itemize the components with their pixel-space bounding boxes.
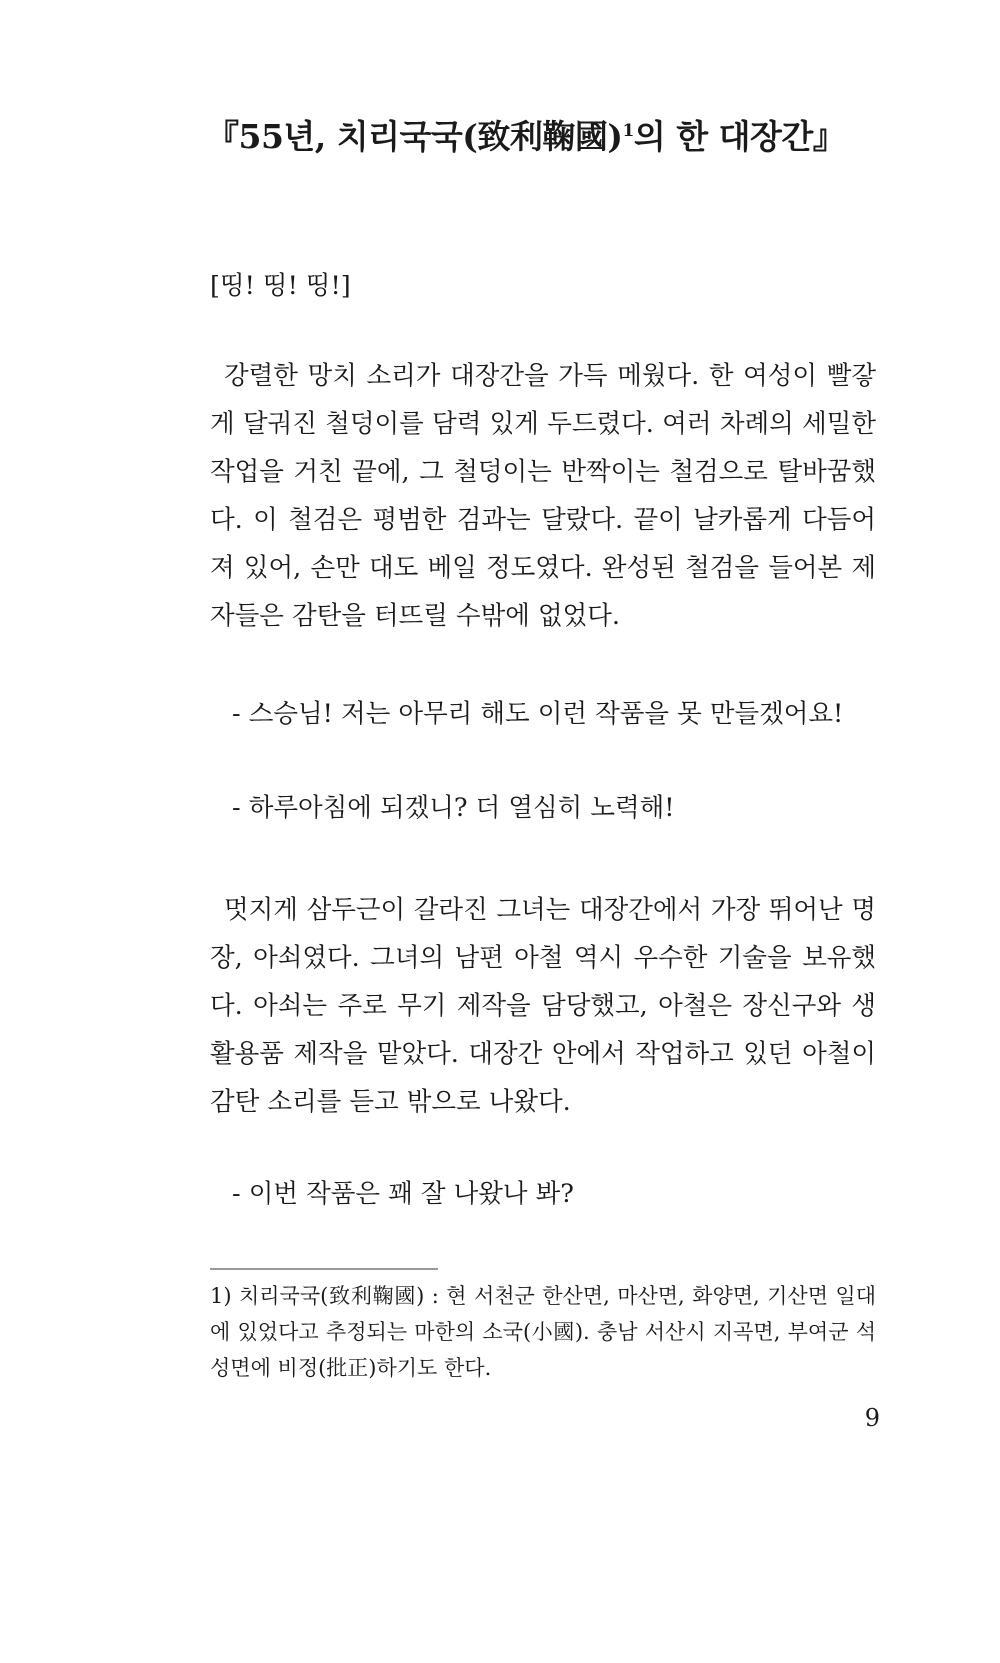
- footnote-divider: [210, 1268, 438, 1270]
- dialogue-line-3: - 이번 작품은 꽤 잘 나왔나 봐?: [232, 1179, 574, 1209]
- chapter-title-text-after: 의 한 대장간』: [633, 117, 846, 156]
- page-number: 9: [864, 1404, 880, 1432]
- dialogue-line-2: - 하루아침에 되겠니? 더 열심히 노력해!: [232, 793, 675, 823]
- paragraph-2: 멋지게 삼두근이 갈라진 그녀는 대장간에서 가장 뛰어난 명장, 아쇠였다. 그녀의 남편 아철 역시 우수한 기술을 보유했다. 아쇠는 주로 무기 제작을 담당했고, 아철은 장신구와 생활용품 제작을 맡았다. 대장간 안에서 작업하고 있던 아철이 감탄 소리를 듣고 밖으로 나왔다.: [210, 895, 876, 1117]
- footnote: 1) 치리국국(致利鞠國) : 현 서천군 한산면, 마산면, 화양면, 기산면 일대에 있었다고 추정되는 마한의 소국(小國). 충남 서산시 지곡면, 부여군 석성면에 비정(批正)하기도 한다.: [210, 1284, 876, 1380]
- dialogue-line-1: - 스승님! 저는 아무리 해도 이런 작품을 못 만들겠어요!: [232, 699, 844, 729]
- sound-effect: [띵! 띵! 띵!]: [210, 271, 351, 301]
- chapter-title: [206, 112, 926, 162]
- chapter-title-text: 『55년, 치리국국(致利鞠國): [206, 117, 623, 156]
- footnote-reference: 1: [622, 121, 634, 141]
- paragraph-1: 강렬한 망치 소리가 대장간을 가득 메웠다. 한 여성이 빨갛게 달궈진 철덩이를 담력 있게 두드렸다. 여러 차례의 세밀한 작업을 거친 끝에, 그 철덩이는 반짝이는 철검으로 탈바꿈했다. 이 철검은 평범한 검과는 달랐다. 끝이 날카롭게 다듬어져 있어, 손만 대도 베일 정도였다. 완성된 철검을 들어본 제자들은 감탄을 터뜨릴 수밖에 없었다.: [210, 361, 876, 631]
